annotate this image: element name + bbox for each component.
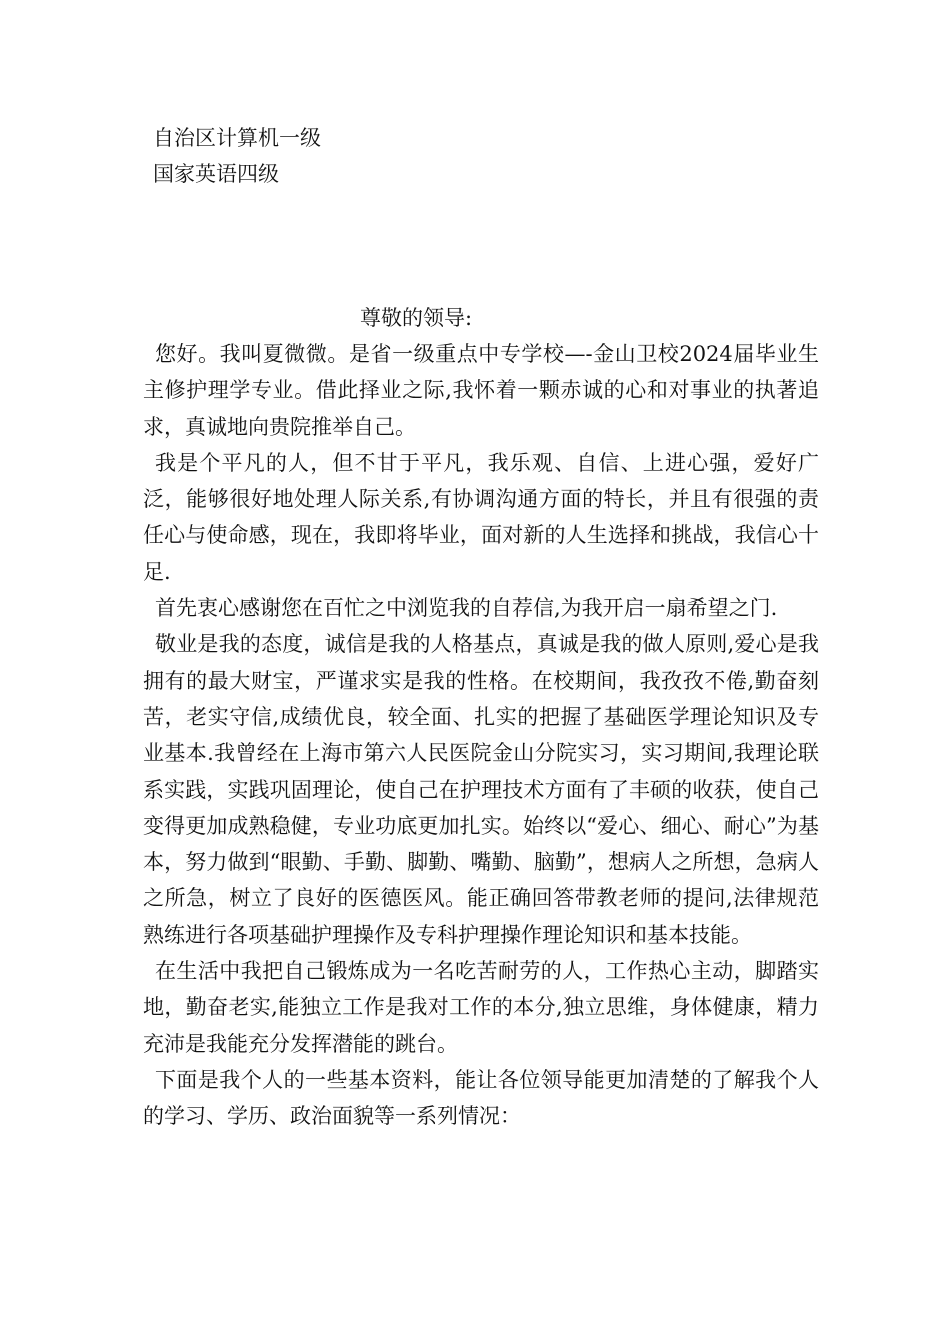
- certificate-list: [153, 120, 321, 192]
- letter-paragraph-professional: 敬业是我的态度，诚信是我的人格基点，真诚是我的做人原则,爱心是我拥有的最大财宝，严谨求实是我的性格。在校期间，我孜孜不倦,勤奋刻苦，老实守信,成绩优良，较全面、扎实的把握了基础医学理论知识及专业基本.我曾经在上海市第六人民医院金山分院实习，实习期间,我理论联系实践，实践巩固理论，使自己在护理技术方面有了丰硕的收获，使自己变得更加成熟稳健，专业功底更加扎实。始终以“爱心、细心、耐心”为基本，努力做到“眼勤、手勤、脚勤、嘴勤、脑勤”，想病人之所想，急病人之所急，树立了良好的医德医风。能正确回答带教老师的提问,法律规范熟练进行各项基础护理操作及专科护理操作理论知识和基本技能。: [143, 632, 819, 947]
- certificate-item: 自治区计算机一级: [153, 126, 321, 150]
- letter-paragraph-thanks: 首先衷心感谢您在百忙之中浏览我的自荐信,为我开启一扇希望之门.: [155, 596, 778, 621]
- letter-paragraph-personality: 我是个平凡的人，但不甘于平凡，我乐观、自信、上进心强，爱好广泛，能够很好地处理人际关系,有协调沟通方面的特长，并且有很强的责任心与使命感，现在，我即将毕业，面对新的人生选择和挑战，我信心十足.: [143, 450, 819, 584]
- letter-paragraph-profile-intro: 下面是我个人的一些基本资料，能让各位领导能更加清楚的了解我个人的学习、学历、政治面貌等一系列情况：: [143, 1067, 819, 1129]
- letter-paragraph-life: 在生活中我把自己锻炼成为一名吃苦耐劳的人，工作热心主动，脚踏实地，勤奋老实,能独立工作是我对工作的本分,独立思维，身体健康，精力充沛是我能充分发挥潜能的跳台。: [143, 959, 819, 1056]
- letter-body: [143, 336, 819, 1135]
- certificate-item: 国家英语四级: [153, 162, 279, 186]
- letter-salutation: 尊敬的领导:: [360, 306, 473, 330]
- letter-paragraph-greeting: 您好。我叫夏微微。是省一级重点中专学校—-金山卫校2024届毕业生主修护理学专业。借此择业之际,我怀着一颗赤诚的心和对事业的执著追求，真诚地向贵院推举自己。: [143, 342, 819, 439]
